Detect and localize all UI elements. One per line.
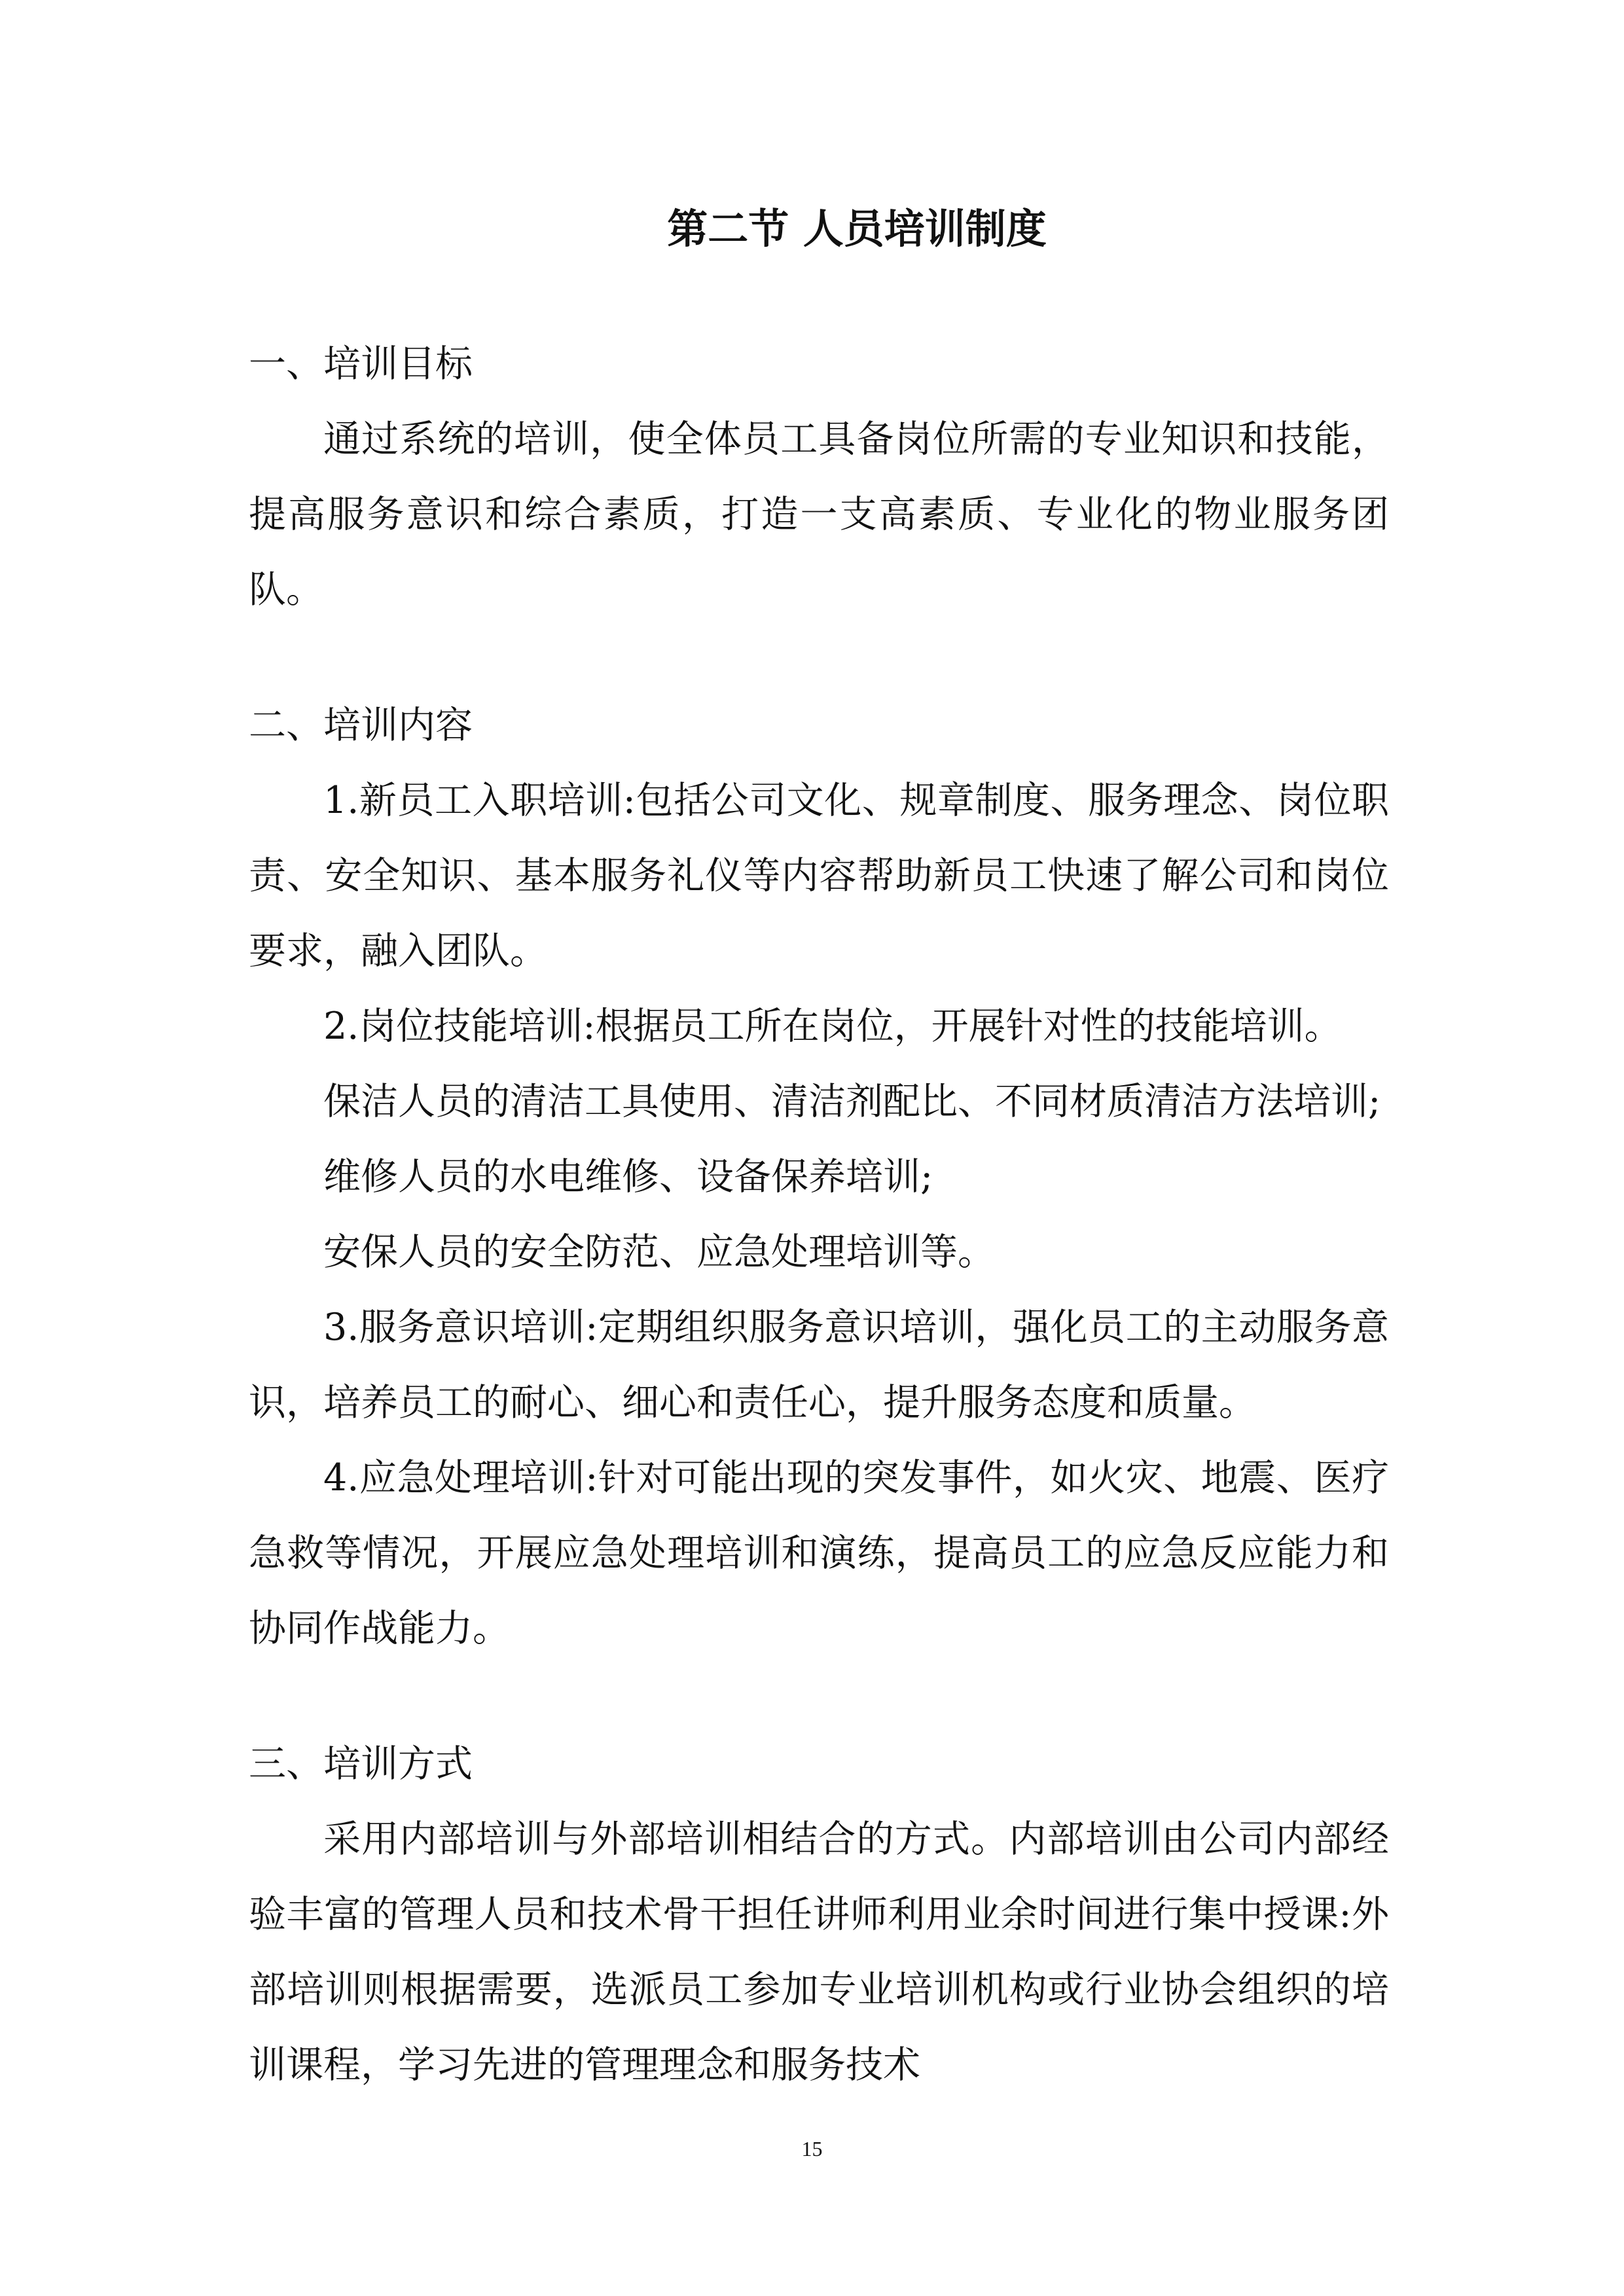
training-sub-item-security: 安保人员的安全防范、应急处理培训等。 (323, 1230, 995, 1274)
section-heading: 二、培训内容 (249, 704, 473, 747)
training-methods-paragraph: 采用内部培训与外部培训相结合的方式。内部培训由公司内部经验丰富的管理人员和技术骨干担任讲师利用业余时间进行集中授课:外部培训则根据需要，选派员工参加专业培训机构或行业协会组织的培训课程，学习先进的管理理念和服务技术 (249, 1818, 1389, 2087)
page-content (249, 191, 1389, 2103)
page-title: 第二节 人员培训制度 (667, 205, 1047, 253)
training-item-service-awareness: 3.服务意识培训:定期组织服务意识培训，强化员工的主动服务意识，培养员工的耐心、细心和责任心，提升服务态度和质量。 (249, 1306, 1389, 1424)
training-goals-paragraph: 通过系统的培训，使全体员工具备岗位所需的专业知识和技能，提高服务意识和综合素质，打造一支高素质、专业化的物业服务团队。 (249, 418, 1389, 611)
section-heading: 三、培训方式 (249, 1742, 473, 1785)
training-sub-item-maintenance: 维修人员的水电维修、设备保养培训; (323, 1155, 933, 1198)
section-training-goals (249, 327, 1389, 628)
training-item-emergency: 4.应急处理培训:针对可能出现的突发事件，如火灾、地震、医疗急救等情况，开展应急处理培训和演练，提高员工的应急反应能力和协同作战能力。 (249, 1456, 1389, 1650)
page-number: 15 (801, 2137, 823, 2161)
training-item-job-skills: 2.岗位技能培训:根据员工所在岗位，开展针对性的技能培训。 (323, 1005, 1342, 1048)
section-heading: 一、培训目标 (249, 342, 473, 386)
training-sub-item-cleaning: 保洁人员的清洁工具使用、清洁剂配比、不同材质清洁方法培训; (323, 1080, 1381, 1123)
section-training-content (249, 688, 1389, 1666)
section-training-methods (249, 1727, 1389, 2103)
training-item-new-employee: 1.新员工入职培训:包括公司文化、规章制度、服务理念、岗位职责、安全知识、基本服务礼仪等内容帮助新员工快速了解公司和岗位要求，融入团队。 (249, 779, 1389, 973)
